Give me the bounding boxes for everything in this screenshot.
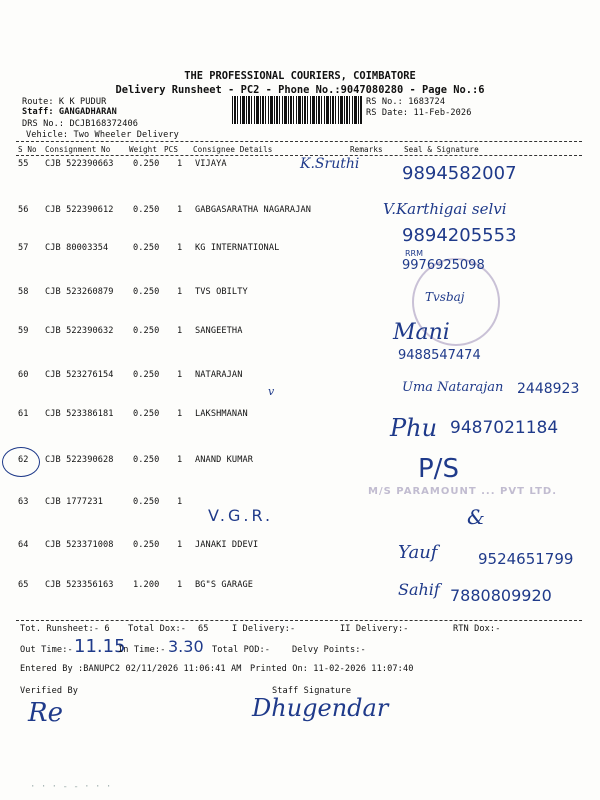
rs-date: RS Date: 11-Feb-2026 bbox=[366, 108, 472, 118]
verified-by-label: Verified By bbox=[20, 686, 79, 696]
row-consignment: CJB 522390663 bbox=[45, 159, 114, 169]
row-sno: 65 bbox=[18, 580, 29, 590]
footer-rule bbox=[16, 620, 582, 621]
staff-signature: Dhugendar bbox=[252, 694, 389, 722]
handwritten-phone: 9524651799 bbox=[478, 550, 574, 568]
verified-by-signature: Re bbox=[28, 698, 63, 728]
row-pcs: 1 bbox=[177, 497, 183, 507]
row-weight: 0.250 bbox=[133, 540, 160, 550]
handwritten-signature: K.Sruthi bbox=[300, 156, 360, 172]
row-sno: 58 bbox=[18, 287, 29, 297]
col-remarks: Remarks bbox=[350, 145, 383, 154]
row-sno: 56 bbox=[18, 205, 29, 215]
row-consignment: CJB 523386181 bbox=[45, 409, 114, 419]
row-sno: 55 bbox=[18, 159, 29, 169]
handwritten-tick: v bbox=[268, 385, 275, 398]
row-consignment: CJB 522390612 bbox=[45, 205, 114, 215]
handwritten-signature: & bbox=[467, 505, 485, 529]
row-consignee: KG INTERNATIONAL bbox=[195, 243, 280, 253]
col-sno: S No bbox=[18, 145, 37, 154]
row-sno: 62 bbox=[18, 455, 29, 465]
row-consignee: JANAKI DDEVI bbox=[195, 540, 259, 550]
printed-on: Printed On: 11-02-2026 11:07:40 bbox=[250, 664, 414, 674]
out-time-label: Out Time:- bbox=[20, 645, 73, 655]
handwritten-phone: 7880809920 bbox=[450, 586, 552, 605]
handwritten-in-time: 3.30 bbox=[168, 637, 204, 656]
row-weight: 0.250 bbox=[133, 205, 160, 215]
scan-noise-bottom: · · · - - · · · bbox=[30, 782, 112, 792]
col-consignee: Consignee Details bbox=[193, 145, 273, 154]
row-consignee: NATARAJAN bbox=[195, 370, 243, 380]
row-weight: 0.250 bbox=[133, 287, 160, 297]
in-time-label: In Time:- bbox=[118, 645, 166, 655]
company-name-stamp: M/S PARAMOUNT ... PVT LTD. bbox=[368, 486, 558, 497]
row-sno: 63 bbox=[18, 497, 29, 507]
row-consignee: VIJAYA bbox=[195, 159, 227, 169]
row-sno: 57 bbox=[18, 243, 29, 253]
row-consignment: CJB 522390628 bbox=[45, 455, 114, 465]
total-dox-label: Total Dox:- bbox=[128, 624, 187, 634]
row-pcs: 1 bbox=[177, 409, 183, 419]
total-pod-label: Total POD:- bbox=[212, 645, 271, 655]
row-pcs: 1 bbox=[177, 580, 183, 590]
handwritten-name: Uma Natarajan bbox=[402, 380, 504, 395]
row-sno: 61 bbox=[18, 409, 29, 419]
row-consignee: LAKSHMANAN bbox=[195, 409, 248, 419]
row-weight: 0.250 bbox=[133, 159, 160, 169]
staff-signature-label: Staff Signature bbox=[272, 686, 352, 696]
row-consignee: ANAND KUMAR bbox=[195, 455, 254, 465]
handwritten-signature: Yauf bbox=[398, 542, 438, 563]
rtn-dox-label: RTN Dox:- bbox=[453, 624, 501, 634]
handwritten-phone: 9894582007 bbox=[402, 163, 517, 184]
row-pcs: 1 bbox=[177, 159, 183, 169]
handwritten-out-time: 11.15 bbox=[74, 636, 126, 657]
delvy-points-label: Delvy Points:- bbox=[292, 645, 366, 655]
row-weight: 0.250 bbox=[133, 497, 160, 507]
col-consignment: Consignment No bbox=[45, 145, 111, 154]
row-pcs: 1 bbox=[177, 326, 183, 336]
header-rule-bottom bbox=[16, 155, 582, 156]
ii-delivery-label: II Delivery:- bbox=[340, 624, 409, 634]
drs-number: DRS No.: DCJB168372406 bbox=[22, 119, 139, 129]
row-consignment: CJB 523276154 bbox=[45, 370, 114, 380]
row-consignment: CJB 523260879 bbox=[45, 287, 114, 297]
total-dox-value: 65 bbox=[198, 624, 209, 634]
row-consignment: CJB 523356163 bbox=[45, 580, 114, 590]
tot-runsheet: Tot. Runsheet:- 6 bbox=[20, 624, 110, 634]
barcode bbox=[232, 96, 362, 124]
row-consignee: SANGEETHA bbox=[195, 326, 243, 336]
company-title: THE PROFESSIONAL COURIERS, COIMBATORE bbox=[184, 70, 416, 82]
handwritten-phone: 9487021184 bbox=[450, 418, 559, 438]
row-consignment: CJB 80003354 bbox=[45, 243, 109, 253]
vehicle-label: Vehicle: Two Wheeler Delivery bbox=[26, 130, 179, 140]
handwritten-initials: V.G.R. bbox=[208, 506, 274, 525]
runsheet-subtitle: Delivery Runsheet - PC2 - Phone No.:9047080280 - Page No.:6 bbox=[115, 84, 485, 96]
entered-by: Entered By :BANUPC2 02/11/2026 11:06:41 AM bbox=[20, 664, 242, 674]
row-pcs: 1 bbox=[177, 455, 183, 465]
row-pcs: 1 bbox=[177, 540, 183, 550]
row-pcs: 1 bbox=[177, 370, 183, 380]
row-weight: 0.250 bbox=[133, 243, 160, 253]
rs-number: RS No.: 1683724 bbox=[366, 97, 446, 107]
circle-mark-row-62 bbox=[2, 447, 40, 477]
row-consignee: BG"S GARAGE bbox=[195, 580, 254, 590]
row-pcs: 1 bbox=[177, 205, 183, 215]
staff-label: Staff: GANGADHARAN bbox=[22, 107, 117, 117]
row-pcs: 1 bbox=[177, 243, 183, 253]
handwritten-name: V.Karthigai selvi bbox=[383, 200, 507, 218]
row-consignment: CJB 523371008 bbox=[45, 540, 114, 550]
handwritten-phone: 9488547474 bbox=[398, 348, 481, 363]
row-consignee: GABGASARATHA NAGARAJAN bbox=[195, 205, 312, 215]
col-pcs: PCS bbox=[164, 145, 179, 154]
handwritten-signature: Sahif bbox=[398, 580, 440, 599]
handwritten-phone: 9894205553 bbox=[402, 225, 517, 246]
handwritten-phone: 2448923 bbox=[517, 381, 580, 397]
handwritten-signature: Mani bbox=[393, 320, 450, 345]
handwritten-signature: Tvsbaj bbox=[425, 290, 465, 304]
row-sno: 64 bbox=[18, 540, 29, 550]
handwritten-initials: RRM bbox=[405, 249, 424, 258]
header-rule-top bbox=[16, 141, 582, 142]
handwritten-mark: P/S bbox=[418, 454, 459, 484]
row-consignee: TVS OBILTY bbox=[195, 287, 248, 297]
row-weight: 0.250 bbox=[133, 370, 160, 380]
row-sno: 59 bbox=[18, 326, 29, 336]
row-consignment: CJB 1777231 bbox=[45, 497, 104, 507]
handwritten-phone: 9976925098 bbox=[402, 258, 485, 273]
row-weight: 1.200 bbox=[133, 580, 160, 590]
handwritten-signature: Phu bbox=[390, 414, 438, 442]
row-weight: 0.250 bbox=[133, 326, 160, 336]
row-consignment: CJB 522390632 bbox=[45, 326, 114, 336]
row-pcs: 1 bbox=[177, 287, 183, 297]
row-weight: 0.250 bbox=[133, 455, 160, 465]
row-sno: 60 bbox=[18, 370, 29, 380]
row-weight: 0.250 bbox=[133, 409, 160, 419]
col-seal-signature: Seal & Signature bbox=[404, 145, 479, 154]
i-delivery-label: I Delivery:- bbox=[232, 624, 296, 634]
col-weight: Weight bbox=[129, 145, 158, 154]
route-label: Route: K K PUDUR bbox=[22, 97, 107, 107]
